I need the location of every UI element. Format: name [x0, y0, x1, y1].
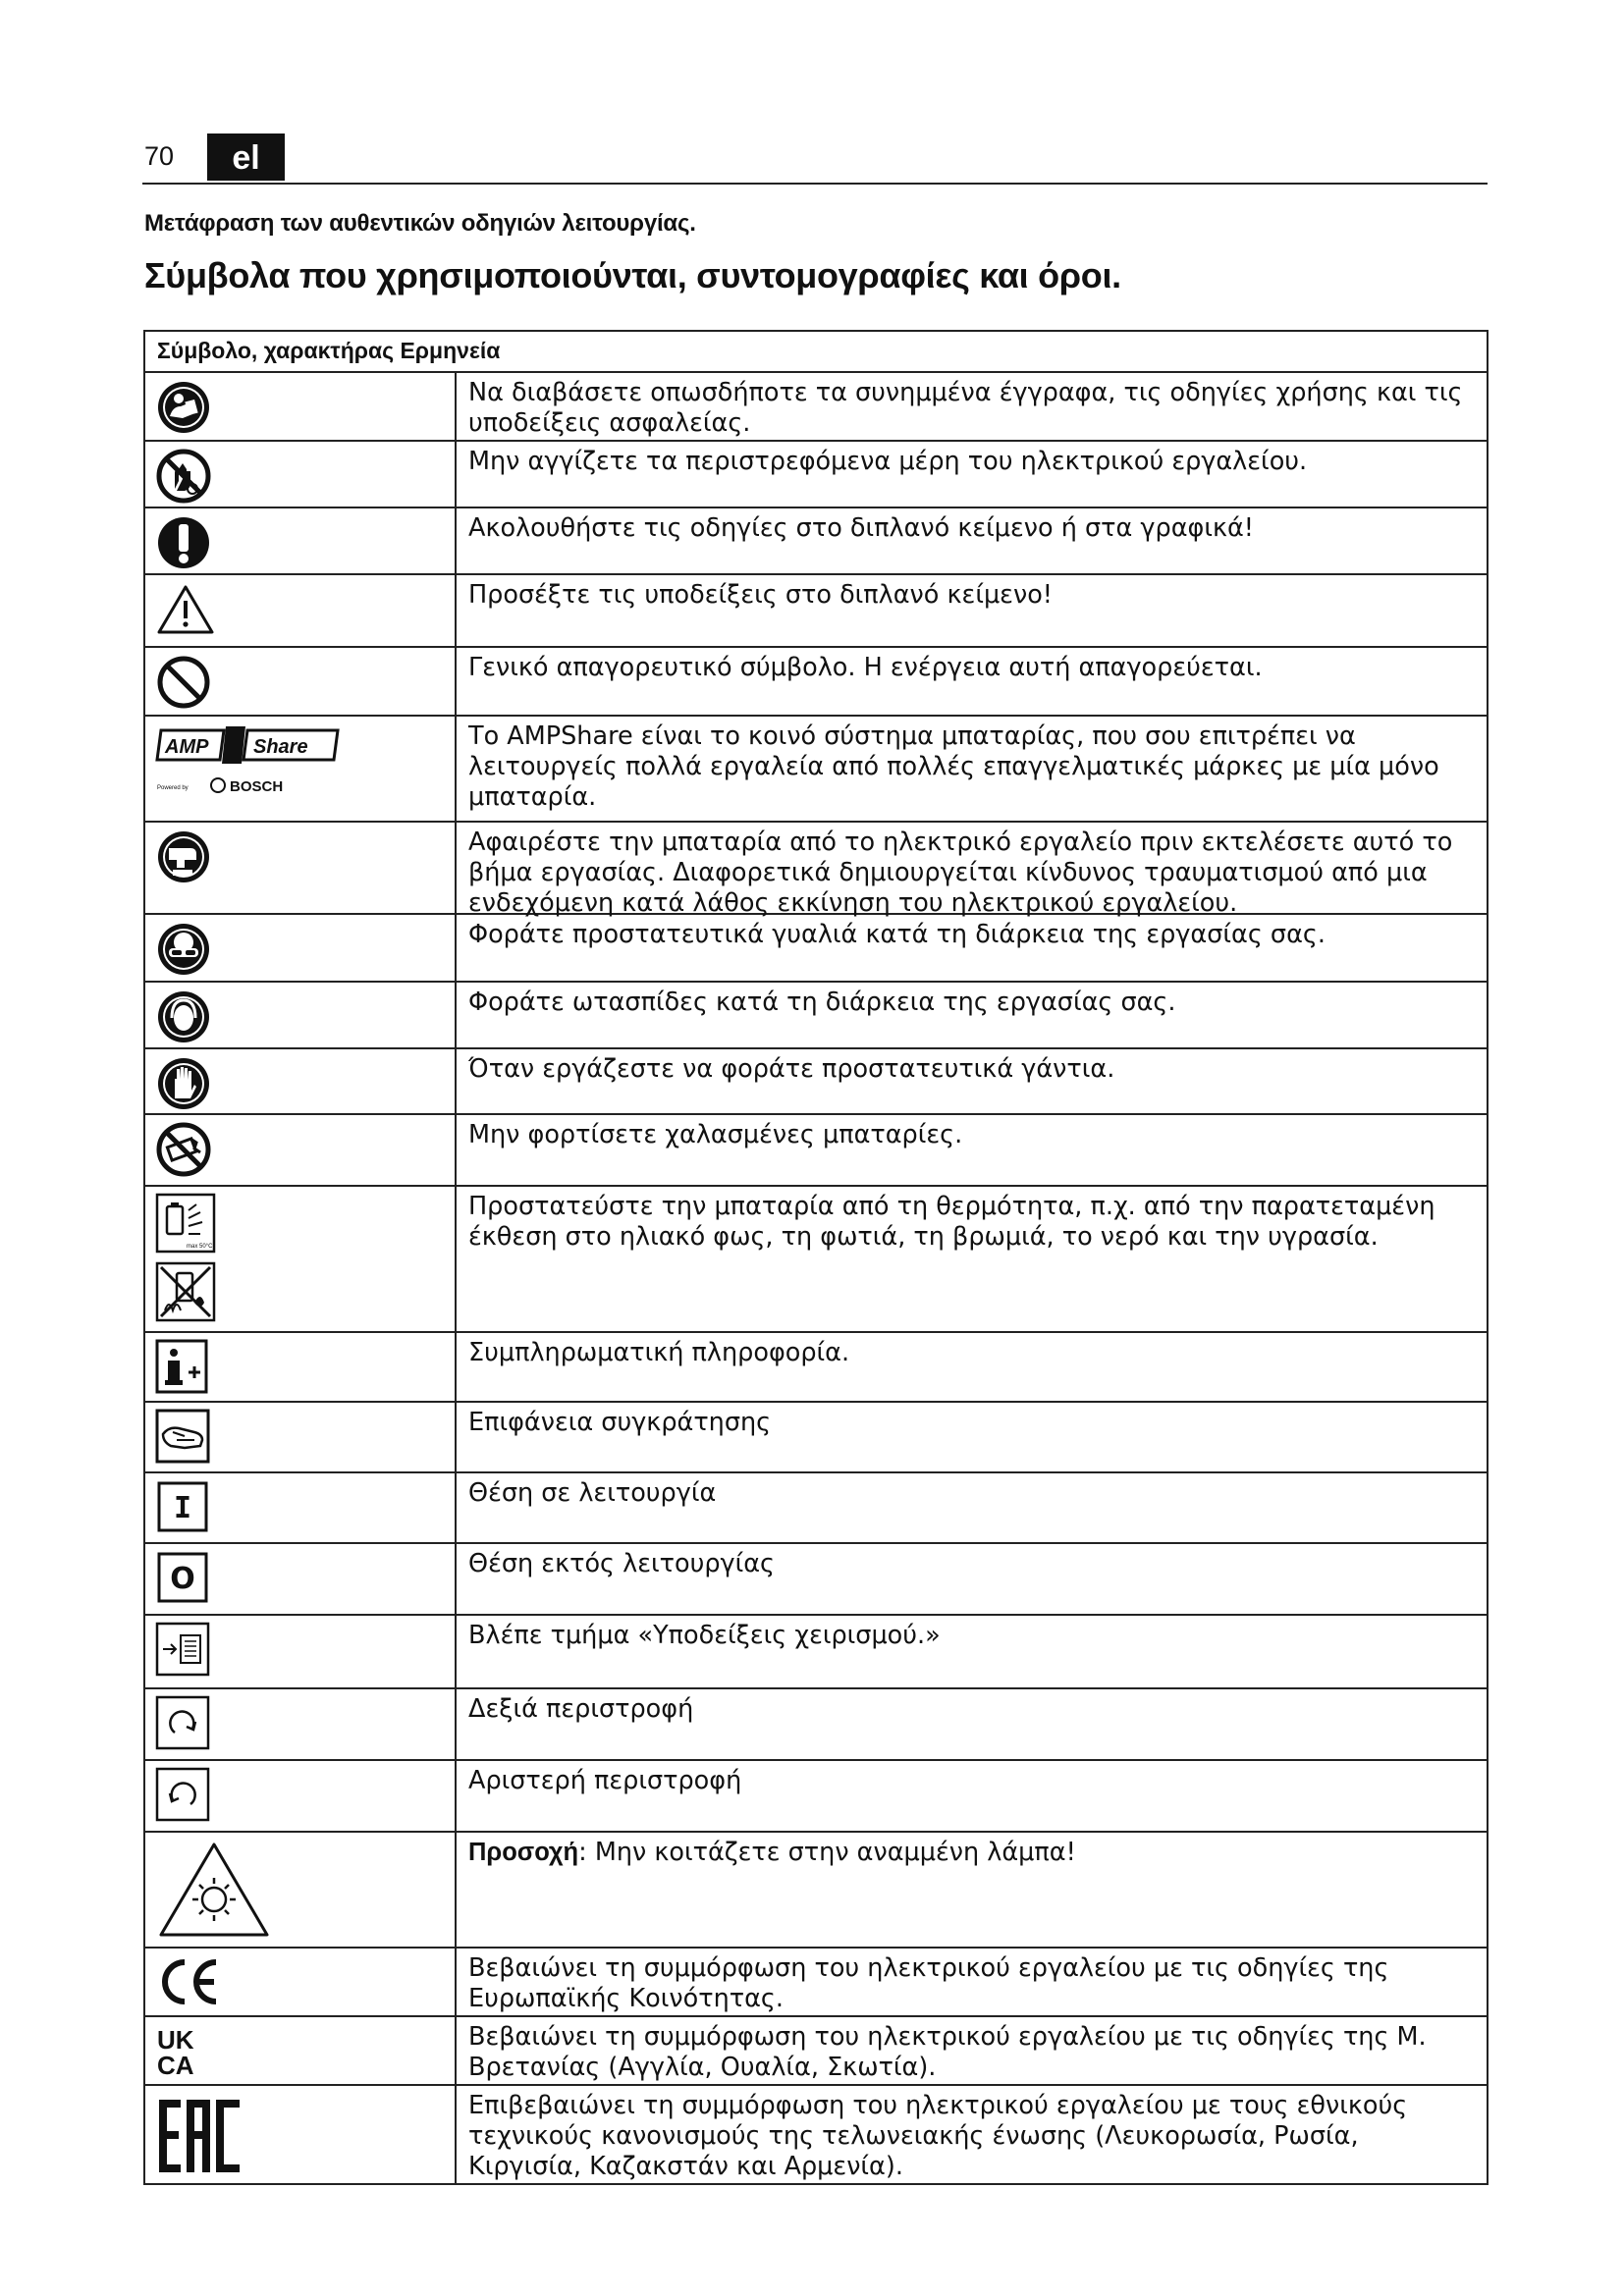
- table-row: [145, 1331, 1487, 1401]
- table-row: [145, 913, 1487, 981]
- no-touch-rotating-icon: [155, 448, 212, 505]
- ukca-top-text: UK: [157, 2025, 194, 2055]
- row-text: : Μην κοιτάζετε στην αναμμένη λάμπα!: [578, 1838, 1076, 1867]
- row-text: Μην φορτίσετε χαλασμένες μπαταρίες.: [468, 1120, 963, 1149]
- table-row: [145, 1542, 1487, 1614]
- ukca-bottom-text: CA: [157, 2051, 194, 2080]
- see-section-icon: [155, 1622, 210, 1677]
- table-row: [145, 371, 1487, 440]
- table-row: [145, 1185, 1487, 1331]
- ampshare-logo: [155, 722, 342, 801]
- ampshare-share-text: Share: [253, 736, 308, 758]
- no-charge-damaged-battery-icon: [155, 1121, 212, 1178]
- table-row: [145, 1831, 1487, 1947]
- eac-mark: [155, 2092, 253, 2180]
- grip-surface-icon: [155, 1409, 210, 1464]
- ampshare-powered-text: Powered by: [157, 785, 189, 791]
- ce-mark-text: CE: [155, 1954, 157, 1955]
- table-header: Σύμβολο, χαρακτήρας Ερμηνεία: [157, 338, 501, 363]
- ampshare-amp-text: AMP: [165, 736, 209, 758]
- row-text: Δεξιά περιστροφή: [468, 1694, 694, 1724]
- table-row: [145, 507, 1487, 573]
- row-text: Επιβεβαιώνει τη συμμόρφωση του ηλεκτρικού εργαλείου με τους εθνικούς τεχνικούς κανονισμούς της τελωνειακής ένωσης (Λευκορωσία, Ρωσία, Κιργισία, Καζακστάν και Αρμενία).: [468, 2091, 1408, 2181]
- table-row: [145, 1113, 1487, 1185]
- row-text: Βλέπε τμήμα «Υποδείξεις χειρισμού.»: [468, 1621, 941, 1650]
- prohibition-icon: [155, 654, 212, 711]
- read-manual-icon: [155, 379, 212, 436]
- table-row: [145, 1401, 1487, 1471]
- table-row: [145, 1047, 1487, 1113]
- ear-protection-icon: [155, 988, 212, 1045]
- document-subtitle: Μετάφραση των αυθεντικών οδηγιών λειτουργίας.: [144, 210, 696, 237]
- info-plus-icon: [155, 1339, 210, 1394]
- ampshare-bosch-text: BOSCH: [230, 778, 284, 795]
- icon-caption-text: max 50°C: [187, 1244, 213, 1250]
- ce-mark: [155, 1954, 224, 2009]
- table-row: [145, 715, 1487, 821]
- row-text: Αριστερή περιστροφή: [468, 1766, 742, 1795]
- table-row: [145, 1687, 1487, 1759]
- row-text: Ακολουθήστε τις οδηγίες στο διπλανό κείμενο ή στα γραφικά!: [468, 513, 1255, 543]
- caution-label: Προσοχή: [468, 1839, 579, 1866]
- safety-goggles-icon: [155, 921, 212, 978]
- table-row: [145, 573, 1487, 646]
- row-text: Συμπληρωματική πληροφορία.: [468, 1338, 850, 1367]
- ukca-mark: [155, 2023, 204, 2082]
- row-text: Μην αγγίζετε τα περιστρεφόμενα μέρη του ηλεκτρικού εργαλείου.: [468, 447, 1308, 476]
- table-header-row: [145, 332, 1487, 371]
- row-text: Θέση σε λειτουργία: [468, 1478, 717, 1508]
- table-row: [145, 1759, 1487, 1831]
- table-row: [145, 646, 1487, 715]
- table-row: [145, 440, 1487, 507]
- language-tab: el: [207, 133, 285, 181]
- row-text: Προσέξτε τις υποδείξεις στο διπλανό κείμενο!: [468, 580, 1054, 610]
- switch-on-icon: [155, 1479, 210, 1534]
- table-row: [145, 981, 1487, 1047]
- rotation-left-icon: [155, 1767, 210, 1822]
- row-text: Φοράτε προστατευτικά γυαλιά κατά τη διάρκεια της εργασίας σας.: [468, 920, 1326, 949]
- lamp-warning-icon: [155, 1839, 273, 1941]
- table-row: [145, 2084, 1487, 2183]
- remove-battery-icon: [155, 828, 212, 885]
- table-row: [145, 1614, 1487, 1687]
- row-text: Θέση εκτός λειτουργίας: [468, 1549, 776, 1578]
- gloves-icon: [155, 1055, 212, 1112]
- table-row: [145, 2015, 1487, 2084]
- page-title: Σύμβολα που χρησιμοποιούνται, συντομογραφίες και όροι.: [144, 255, 1121, 295]
- table-row: [145, 1471, 1487, 1542]
- row-text: Όταν εργάζεστε να φοράτε προστατευτικά γάντια.: [468, 1054, 1115, 1084]
- row-text: Φοράτε ωτασπίδες κατά τη διάρκεια της εργασίας σας.: [468, 988, 1176, 1017]
- rotation-right-icon: [155, 1695, 210, 1750]
- switch-off-symbol: O: [170, 1562, 195, 1596]
- page-header: [142, 133, 1488, 185]
- row-text: Προστατεύστε την μπαταρία από τη θερμότητα, π.χ. από την παρατεταμένη έκθεση στο ηλιακό φως, τη φωτιά, τη βρωμιά, το νερό και την υγρασία.: [468, 1192, 1435, 1252]
- table-row: [145, 821, 1487, 918]
- row-text: Το AMPShare είναι το κοινό σύστημα μπαταρίας, που σου επιτρέπει να λειτουργείς πολλά εργαλεία από πολλές επαγγελματικές μάρκες με μία μόνο μπαταρία.: [468, 721, 1439, 812]
- row-text: Γενικό απαγορευτικό σύμβολο. Η ενέργεια αυτή απαγορεύεται.: [468, 653, 1263, 682]
- mandatory-exclamation-icon: [155, 514, 212, 571]
- row-text: Να διαβάσετε οπωσδήποτε τα συνημμένα έγγραφα, τις οδηγίες χρήσης και τις υποδείξεις ασφαλείας.: [468, 378, 1463, 438]
- symbols-table: [143, 330, 1489, 2185]
- row-text: Αφαιρέστε την μπαταρία από το ηλεκτρικό εργαλείο πριν εκτελέσετε αυτό το βήμα εργασίας. Διαφορετικά δημιουργείται κίνδυνος τραυματισμού από μια ενδεχόμενη κατά λάθος εκκίνηση του ηλεκτρικού εργαλείου.: [468, 828, 1453, 918]
- row-text: Επιφάνεια συγκράτησης: [468, 1408, 772, 1437]
- warning-triangle-icon: [155, 581, 216, 638]
- table-row: [145, 1947, 1487, 2015]
- row-text: Βεβαιώνει τη συμμόρφωση του ηλεκτρικού εργαλείου με τις οδηγίες της Μ. Βρετανίας (Αγγλία, Ουαλία, Σκωτία).: [468, 2022, 1427, 2082]
- page-number: 70: [144, 141, 175, 171]
- eac-mark-text: EAC: [155, 2092, 157, 2093]
- battery-protect-heat-icon: [155, 1193, 218, 1322]
- switch-off-icon: [155, 1550, 210, 1605]
- row-text: Βεβαιώνει τη συμμόρφωση του ηλεκτρικού εργαλείου με τις οδηγίες της Ευρωπαϊκής Κοινότητας.: [468, 1953, 1389, 2013]
- switch-on-symbol: I: [173, 1491, 192, 1525]
